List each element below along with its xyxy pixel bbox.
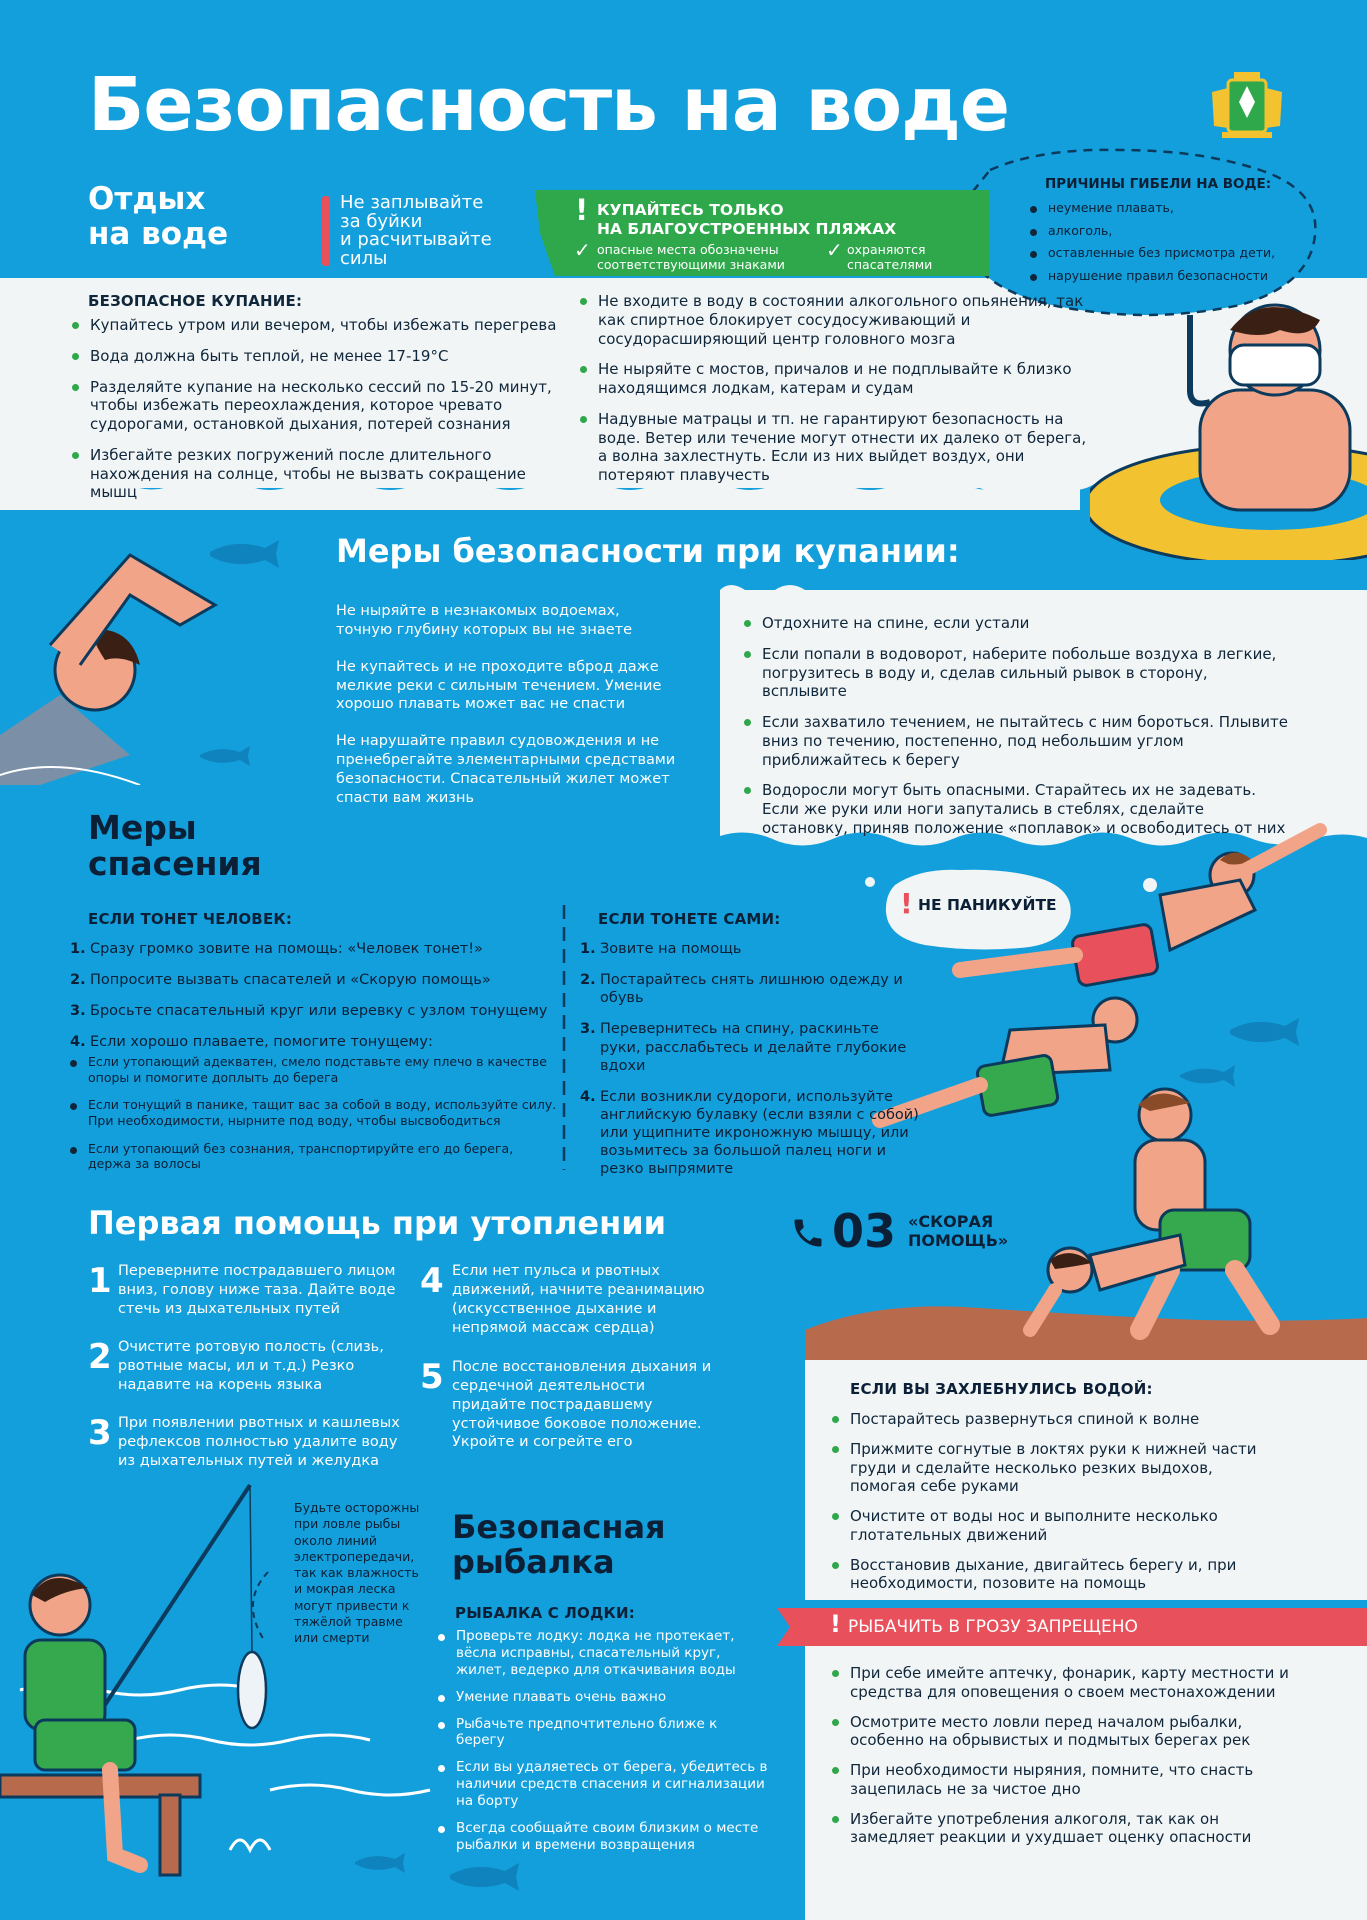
list-item: Очистите от воды нос и выполните несколько глотательных движений: [832, 1507, 1272, 1545]
list-item-text: Зовите на помощь: [600, 941, 742, 957]
list-item: 3. Бросьте спасательный круг или веревку с узлом тонущему: [70, 1003, 548, 1020]
buoys-warning-line: за буйки: [340, 210, 423, 232]
power-lines-warning: Будьте осторожны при ловле рыбы около линий электропередачи, так как влажность и мокрая леска могут привести к тяжёлой травме или смерти: [294, 1500, 420, 1645]
beaches-banner-title: [597, 201, 896, 238]
exclamation-icon: !: [900, 887, 913, 920]
beaches-banner-line2: НА БЛАГОУСТРОЕННЫХ ПЛЯЖАХ: [597, 219, 897, 238]
list-item: Купайтесь утром или вечером, чтобы избежать перегрева: [72, 316, 572, 335]
list-item: При себе имейте аптечку, фонарик, карту местности и средства для оповещения о своем местонахождении: [832, 1664, 1292, 1702]
list-item-text: Если возникли судороги, используйте английскую булавку (если взяли с собой) или ущипните икроножную мышцу, или возьмитесь за большой палец ноги и резко выпрямите: [600, 1088, 919, 1178]
list-item: Разделяйте купание на несколько сессий по 15-20 минут, чтобы избежать переохлаждения, которое чревато судорогами, остановкой дыхания, потерей сознания: [72, 378, 572, 434]
list-item: 3. Перевернитесь на спину, раскиньте руки, расслабьтесь и делайте глубокие вдохи: [580, 1021, 907, 1074]
rest-heading-line1: Отдых: [88, 181, 206, 217]
first-aid-step-1: [88, 1262, 418, 1319]
list-item: Проверьте лодку: лодка не протекает, вёсла исправны, спасательный круг, жилет, ведерко для откачивания воды: [438, 1628, 768, 1679]
list-item: Если захватило течением, не пытайтесь с ним бороться. Плывите вниз по течению, постепенно, под небольшим углом приближайтесь к берегу: [744, 713, 1289, 769]
rescuers-note: [847, 242, 932, 272]
rescuers-note-line1: охраняются: [847, 242, 926, 257]
list-item: При необходимости ныряния, помните, что снасть зацепилась не за чистое дно: [832, 1761, 1292, 1799]
list-item-text: Бросьте спасательный круг или веревку с узлом тонущему: [90, 1003, 548, 1020]
step-number: 2: [88, 1337, 112, 1377]
fishing-heading: [452, 1510, 666, 1580]
warning-bar: [322, 196, 330, 266]
list-item: Надувные матрацы и тп. не гарантируют безопасность на воде. Ветер или течение могут отнести их далеко от берега, а волна захлестнуть. Если из них выйдет воздух, они потеряют плавучесть: [580, 410, 1100, 485]
safe-swimming-title: БЕЗОПАСНОЕ КУПАНИЕ:: [88, 292, 303, 310]
boat-fishing-list: [438, 1628, 768, 1864]
phone-icon: [790, 1215, 826, 1251]
list-item: неумение плавать,: [1030, 200, 1310, 216]
measures-paragraph: Не ныряйте в незнакомых водоемах, точную глубину которых вы не знаете: [336, 603, 633, 638]
ambulance-label: [908, 1212, 1008, 1250]
boat-fishing-title: РЫБАЛКА С ЛОДКИ:: [455, 1604, 635, 1622]
rescuer-illustration: [1010, 1085, 1310, 1345]
list-item: 2. Попросите вызвать спасателей и «Скорую помощь»: [70, 972, 491, 989]
rescuers-note-line2: спасателями: [847, 257, 933, 272]
list-item: нарушение правил безопасности: [1030, 268, 1310, 284]
first-aid-step-2: [88, 1338, 418, 1395]
ambulance-label-line2: ПОМОЩЬ»: [908, 1231, 1009, 1251]
step-text: Переверните пострадавшего лицом вниз, голову ниже таза. Дайте воде стечь из дыхательных путей: [118, 1263, 396, 1317]
step-number: 5: [420, 1357, 444, 1397]
step-number: 3: [88, 1413, 112, 1453]
rest-heading: [88, 182, 228, 251]
list-item: Если утопающий без сознания, транспортируйте его до берега, держа за волосы: [70, 1141, 560, 1172]
measures-title: Меры безопасности при купании:: [336, 532, 960, 570]
list-item-text: Постарайтесь снять лишнюю одежду и обувь: [600, 972, 903, 1007]
no-panic-label: НЕ ПАНИКУЙТЕ: [918, 896, 1057, 914]
someone-drowning-title: ЕСЛИ ТОНЕТ ЧЕЛОВЕК:: [88, 910, 293, 928]
choke-list: [832, 1410, 1272, 1604]
check-icon: ✓: [574, 238, 591, 262]
list-item: Рыбачьте предпочтительно ближе к берегу: [438, 1716, 768, 1750]
safe-swimming-list-left: [72, 316, 572, 514]
fishing-boy-illustration: [0, 1480, 310, 1890]
list-item: 4. Если хорошо плаваете, помогите тонущему:: [70, 1034, 433, 1051]
region-emblem-icon: [1208, 72, 1286, 142]
page-title: Безопасность на воде: [88, 62, 1010, 148]
list-item: 1. Сразу громко зовите на помощь: «Человек тонет!»: [70, 941, 483, 957]
buoys-warning-line: силы: [340, 247, 388, 269]
signs-note-line2: соответствующими знаками: [597, 257, 785, 272]
list-item: Не ныряйте с мостов, причалов и не подплывайте к близко находящимся лодкам, катерам и судам: [580, 360, 1100, 398]
list-item: Вода должна быть теплой, не менее 17-19°С: [72, 347, 572, 366]
list-item: Не входите в воду в состоянии алкогольного опьянения, так как спиртное блокирует сосудосуживающий и сосудорасширяющий центр головного мозга: [580, 292, 1100, 348]
step-text: При появлении рвотных и кашлевых рефлексов полностью удалите воду из дыхательных путей и желудка: [118, 1415, 400, 1469]
rest-heading-line2: на воде: [88, 215, 229, 252]
list-item-text: Попросите вызвать спасателей и «Скорую помощь»: [90, 972, 491, 989]
exclamation-icon: !: [830, 1610, 841, 1638]
list-item-text: Сразу громко зовите на помощь: «Человек тонет!»: [90, 941, 483, 957]
list-item: Если вы удаляетесь от берега, убедитесь в наличии средств спасения и сигнализации на борту: [438, 1759, 768, 1810]
self-drowning-list: [580, 940, 920, 1191]
list-item: 1. Зовите на помощь: [580, 941, 742, 957]
fishing-heading-line1: Безопасная: [452, 1508, 666, 1546]
measures-panel-list: [744, 614, 1289, 850]
first-aid-step-3: [88, 1414, 418, 1471]
list-item: Осмотрите место ловли перед началом рыбалки, особенно на обрывистых и подмытых берегах рек: [832, 1713, 1292, 1751]
rescue-heading: [88, 810, 262, 881]
snorkel-boy-illustration: [1090, 290, 1367, 560]
list-item: алкоголь,: [1030, 223, 1310, 239]
list-item: Всегда сообщайте своим близким о месте рыбалки и времени возвращения: [438, 1820, 768, 1854]
step-text: Очистите ротовую полость (слизь, рвотные масы, ил и т.д.) Резко надавите на корень языка: [118, 1339, 384, 1393]
rescue-heading-line1: Меры: [88, 808, 197, 847]
death-causes-title: ПРИЧИНЫ ГИБЕЛИ НА ВОДЕ:: [1045, 176, 1272, 192]
rescue-heading-line2: спасения: [88, 843, 262, 883]
ambulance-number: 03: [832, 1204, 897, 1258]
measures-paragraph: Не купайтесь и не проходите вброд даже мелкие реки с сильным течением. Умение хорошо плавать может вас не спасти: [336, 658, 662, 713]
list-item: 2. Постарайтесь снять лишнюю одежду и обувь: [580, 972, 903, 1007]
list-item-text: Перевернитесь на спину, раскиньте руки, расслабьтесь и делайте глубокие вдохи: [600, 1021, 907, 1074]
list-item: Водоросли могут быть опасными. Старайтесь их не задевать. Если же руки или ноги запутались в стеблях, сделайте остановку, приняв положение «поплавок» и освободитесь от них: [744, 781, 1289, 837]
first-aid-title: Первая помощь при утоплении: [88, 1204, 667, 1242]
ambulance-label-line1: «СКОРАЯ: [908, 1212, 994, 1231]
measures-paragraph: Не нарушайте правил судовождения и не пренебрегайте элементарными средствами безопасности. Спасательный жилет может спасти вам жизнь: [336, 733, 676, 806]
signs-note: [597, 242, 785, 272]
signs-note-line1: опасные места обозначены: [597, 242, 779, 257]
step-text: После восстановления дыхания и сердечной деятельности придайте пострадавшему устойчивое боковое положение. Укройте и согрейте его: [452, 1359, 712, 1451]
step-number: 1: [88, 1261, 112, 1301]
death-causes-list: [1030, 200, 1310, 291]
list-item: Если утопающий адекватен, смело подставьте ему плечо в качестве опоры и помогите доплыть до берега: [70, 1054, 560, 1085]
list-item: Восстановив дыхание, двигайтесь берегу и, при необходимости, позовите на помощь: [832, 1556, 1272, 1594]
storm-ban-label: РЫБАЧИТЬ В ГРОЗУ ЗАПРЕЩЕНО: [848, 1617, 1138, 1637]
list-item: Умение плавать очень важно: [438, 1689, 768, 1706]
list-item: Избегайте резких погружений после длительного нахождения на солнце, чтобы не вызвать сокращение мышц: [72, 446, 572, 502]
fishing-tips-list: [832, 1664, 1292, 1858]
first-aid-step-5: [420, 1358, 720, 1452]
list-item: Отдохните на спине, если устали: [744, 614, 1289, 633]
beaches-banner-line1: КУПАЙТЕСЬ ТОЛЬКО: [597, 201, 784, 219]
step-number: 4: [420, 1261, 444, 1301]
list-item: Избегайте употребления алкоголя, так как он замедляет реакции и ухудшает оценку опасности: [832, 1810, 1292, 1848]
measures-blue-text: [336, 602, 676, 808]
buoys-warning-line: Не заплывайте: [340, 192, 484, 213]
list-item: Постарайтесь развернуться спиной к волне: [832, 1410, 1272, 1429]
list-item: оставленные без присмотра дети,: [1030, 245, 1310, 261]
list-item-text: Если хорошо плаваете, помогите тонущему:: [90, 1034, 433, 1051]
step-text: Если нет пульса и рвотных движений, начните реанимацию (искусственное дыхание и непрямой массаж сердца): [452, 1263, 705, 1336]
help-drowning-sublist: [70, 1054, 560, 1184]
safe-swimming-list-right: [580, 292, 1100, 497]
check-icon: ✓: [826, 238, 843, 262]
self-drowning-title: ЕСЛИ ТОНЕТЕ САМИ:: [598, 910, 781, 928]
list-item: 4. Если возникли судороги, используйте английскую булавку (если взяли с собой) или ущипните икроножную мышцу, или возьмитесь за большой палец ноги и резко выпрямите: [580, 1088, 919, 1178]
someone-drowning-list: [70, 940, 560, 1065]
exclamation-icon: !: [575, 193, 589, 227]
list-item: Прижмите согнутые в локтях руки к нижней части груди и сделайте несколько резких выдохов, помогая себе руками: [832, 1440, 1272, 1496]
list-item: Если тонущий в панике, тащит вас за собой в воду, используйте силу. При необходимости, нырните под воду, чтобы высвободиться: [70, 1097, 560, 1128]
choke-title: ЕСЛИ ВЫ ЗАХЛЕБНУЛИСЬ ВОДОЙ:: [850, 1380, 1153, 1398]
fishing-heading-line2: рыбалка: [452, 1543, 615, 1582]
buoys-warning: [340, 194, 492, 268]
list-item: Если попали в водоворот, наберите побольше воздуха в легкие, погрузитесь в воду и, сделав сильный рывок в сторону, всплывите: [744, 645, 1289, 701]
buoys-warning-line: и расчитывайте: [340, 229, 492, 251]
swimming-boy-illustration: [0, 535, 270, 785]
first-aid-step-4: [420, 1262, 720, 1337]
